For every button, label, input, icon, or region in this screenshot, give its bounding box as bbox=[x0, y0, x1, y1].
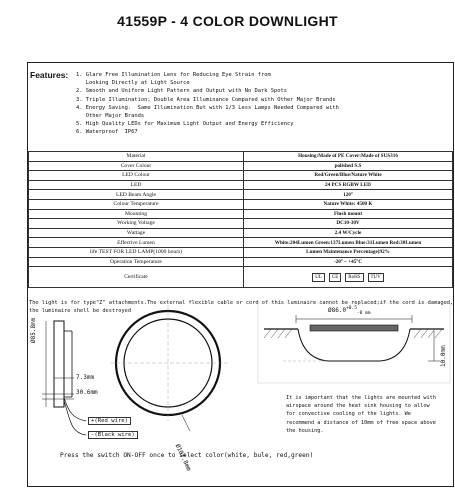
dim-side-label: 10.0mm bbox=[440, 345, 447, 367]
spec-label: LED Colour bbox=[29, 171, 244, 181]
feature-item: 2. Smooth and Uniform Light Pattern and Output with No Dark Spots bbox=[76, 88, 287, 95]
dim-height-label: Ø85.8mm bbox=[30, 317, 37, 343]
certificate-mark-icon: TUV bbox=[368, 273, 384, 282]
dim-cutout-tol-minus: -0 mm bbox=[356, 311, 371, 317]
feature-item: 3. Triple Illumination; Double Area Illuminance Compared with Other Major Brands bbox=[76, 96, 336, 103]
page-title: 41559P - 4 COLOR DOWNLIGHT bbox=[117, 13, 338, 29]
spec-value: 120° bbox=[244, 190, 453, 200]
dim-cutout-tol-plus: +0.5 bbox=[346, 306, 357, 311]
dim-total-label: 30.6mm bbox=[76, 389, 98, 396]
feature-item: 4. Energy Saving. Same Illumination But with 1/3 Less Lamps Needed Compared with bbox=[76, 104, 339, 111]
switch-caption: Press the switch ON-OFF once to select color(white, bule, red,green) bbox=[60, 452, 314, 459]
spec-value: Lumen Maintenance Percentage)92% bbox=[244, 247, 453, 257]
spec-value: White:204Lumen Green:137Lumen Blue:31Lumen Red:30Lumen bbox=[244, 238, 453, 248]
dim-depth-label: 7.3mm bbox=[76, 374, 95, 381]
lamp-flange bbox=[310, 325, 398, 331]
spec-label: Effective Lumen bbox=[29, 238, 244, 248]
spec-value: Red/Green/Blue/Nature White bbox=[244, 171, 453, 181]
spec-value: polished S.S bbox=[244, 161, 453, 171]
red-wire-label: +(Red wire) bbox=[88, 417, 131, 425]
certificate-mark-icon: UL bbox=[312, 273, 325, 282]
spec-label: Cover Colour bbox=[29, 161, 244, 171]
certificate-mark-icon: RoHS bbox=[345, 273, 363, 282]
dim-cutout-value: Ø86.0 bbox=[328, 307, 347, 314]
spec-value: Nature White: 4500 K bbox=[244, 199, 453, 209]
spec-value: Housing:Made of PE Cover:Made of SUS316 bbox=[244, 152, 453, 162]
spec-label: life TEST FOR LED LAMP(1000 hours) bbox=[29, 247, 244, 257]
spec-label: Operation Temperature bbox=[29, 257, 244, 267]
spec-label: Wattage bbox=[29, 228, 244, 238]
spec-label: LED bbox=[29, 180, 244, 190]
spec-label: Material bbox=[29, 152, 244, 162]
feature-item: Other Major Brands bbox=[76, 113, 145, 120]
spec-value: 2.4 W/Cycle bbox=[244, 228, 453, 238]
spec-label: Working Voltage bbox=[29, 219, 244, 229]
spec-label: Colour Temperature bbox=[29, 199, 244, 209]
black-wire-label: -(Black wire) bbox=[88, 431, 138, 439]
spec-value: -20° ~ +45°C bbox=[244, 257, 453, 267]
certificate-mark-icon: CE bbox=[329, 273, 341, 282]
spec-value: 24 PCS RGBW LED bbox=[244, 180, 453, 190]
feature-item: 1. Glare Free Illumination Lens for Reducing Eye Strain from bbox=[76, 72, 271, 78]
spec-value: DC10-30V bbox=[244, 219, 453, 229]
installation-note: It is important that the lights are mounted with airspace around the heat sink housing to allow for convective cooling of the lights. We recommend a distance of 10mm of free space above the housing. bbox=[286, 395, 436, 434]
certificate-label: Certificate bbox=[29, 267, 244, 288]
spec-label: LED Beam Angle bbox=[29, 190, 244, 200]
spec-value: Flush mount bbox=[244, 209, 453, 219]
dim-outer-label: Ø107.8mm bbox=[173, 443, 193, 473]
dim-cutout-label bbox=[328, 306, 370, 316]
feature-item: 6. Waterproof IP67 bbox=[76, 129, 138, 136]
feature-item: 5. High Quality LEDs for Maximum Light Output and Energy Efficiency bbox=[76, 121, 294, 128]
notice-text: The light is for type"Z" attachments.The external flexible cable or cord of this luminaire cannot be replaced;if the cord is damaged, the luminaire shell be destroyed bbox=[29, 300, 454, 314]
features-heading: Features: bbox=[30, 70, 69, 80]
spec-label: Mounting bbox=[29, 209, 244, 219]
feature-item: Looking Directly at Light Source bbox=[76, 80, 190, 87]
spec-sheet bbox=[27, 62, 454, 487]
